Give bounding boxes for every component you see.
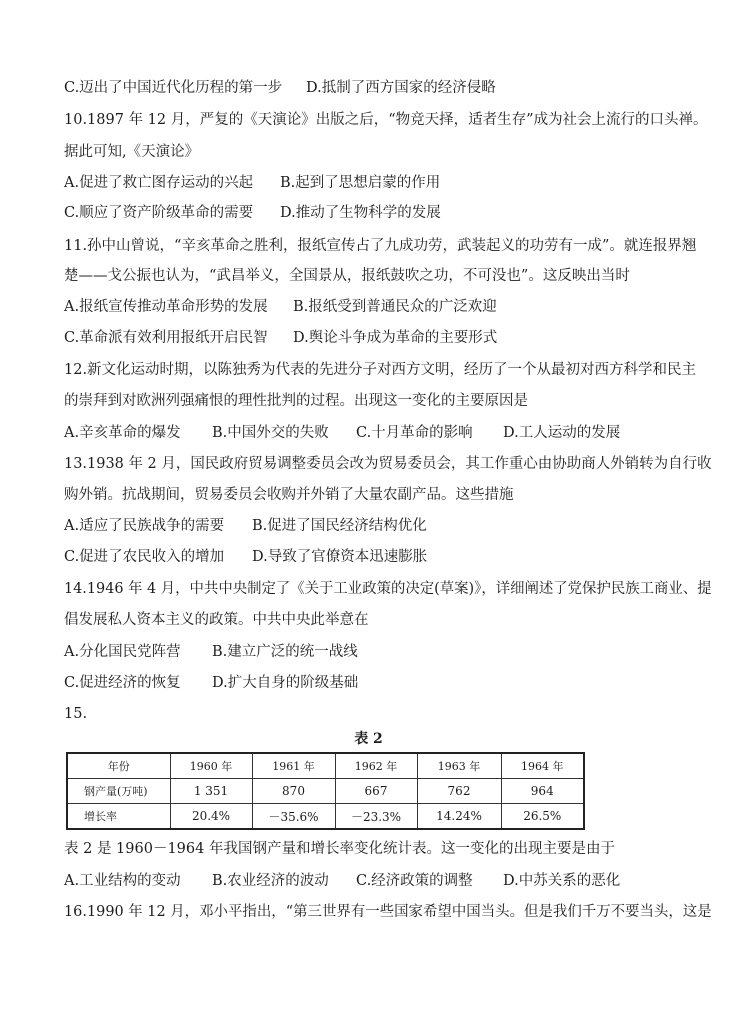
- option-10a: A.促进了救亡图存运动的兴起: [64, 175, 254, 191]
- table-cell: 1 351: [170, 779, 252, 804]
- question-15-stem: 表 2 是 1960－1964 年我国钢产量和增长率变化统计表。这一变化的出现主要是由于: [64, 841, 615, 857]
- table-header-cell: 1960 年: [170, 753, 252, 779]
- option-11c: C.革命派有效利用报纸开启民智: [64, 330, 268, 346]
- option-11b: B.报纸受到普通民众的广泛欢迎: [293, 299, 497, 315]
- option-15b: B.农业经济的波动: [212, 873, 329, 889]
- option-15a: A.工业结构的变动: [64, 873, 181, 889]
- question-11-stem-line1: 11.孙中山曾说，“辛亥革命之胜利，报纸宣传占了九成功劳，武装起义的功劳有一成”。就连报界翘: [64, 238, 697, 254]
- question-13-stem-line1: 13.1938 年 2 月，国民政府贸易调整委员会改为贸易委员会，其工作重心由协助商人外销转为自行收: [64, 456, 712, 472]
- option-14c: C.促进经济的恢复: [64, 675, 181, 691]
- option-12b: B.中国外交的失败: [212, 425, 329, 441]
- table-cell: －23.3%: [335, 804, 417, 830]
- table-cell: 964: [501, 779, 584, 804]
- option-15d: D.中苏关系的恶化: [503, 873, 621, 889]
- question-10-stem-line1: 10.1897 年 12 月，严复的《天演论》出版之后，“物竞天择，适者生存”成为社会上流行的口头禅。: [64, 112, 708, 128]
- option-12d: D.工人运动的发展: [503, 425, 621, 441]
- table-cell: －35.6%: [252, 804, 335, 830]
- table-cell: 26.5%: [501, 804, 584, 830]
- table-cell: 762: [417, 779, 501, 804]
- option-9d: D.抵制了西方国家的经济侵略: [306, 80, 496, 96]
- table-row-header: 增长率: [67, 804, 170, 830]
- table-cell: 20.4%: [170, 804, 252, 830]
- option-9c: C.迈出了中国近代化历程的第一步: [64, 80, 283, 96]
- table-header-row: [67, 753, 584, 779]
- option-10b: B.起到了思想启蒙的作用: [280, 175, 441, 191]
- option-13a: A.适应了民族战争的需要: [64, 518, 225, 534]
- question-16-stem-line1: 16.1990 年 12 月，邓小平指出，“第三世界有一些国家希望中国当头。但是我们千万不要当头，这是: [64, 904, 712, 920]
- table-cell: 870: [252, 779, 335, 804]
- question-12-stem-line2: 的崇拜到对欧洲列强痛恨的理性批判的过程。出现这一变化的主要原因是: [64, 393, 528, 409]
- option-13c: C.促进了农民收入的增加: [64, 549, 225, 565]
- option-14b: B.建立广泛的统一战线: [212, 644, 358, 660]
- table-header-cell: 1961 年: [252, 753, 335, 779]
- option-13d: D.导致了官僚资本迅速膨胀: [252, 549, 428, 565]
- option-14a: A.分化国民党阵营: [64, 644, 181, 660]
- option-11a: A.报纸宣传推动革命形势的发展: [64, 299, 268, 315]
- table-header-cell: 1962 年: [335, 753, 417, 779]
- table-row: [67, 779, 584, 804]
- question-13-stem-line2: 购外销。抗战期间，贸易委员会收购并外销了大量农副产品。这些措施: [64, 487, 514, 503]
- question-14-stem-line1: 14.1946 年 4 月，中共中央制定了《关于工业政策的决定(草案)》，详细阐述了党保护民族工商业、提: [64, 581, 712, 597]
- table-row: [67, 804, 584, 830]
- option-10c: C.顺应了资产阶级革命的需要: [64, 205, 254, 221]
- option-11d: D.舆论斗争成为革命的主要形式: [293, 330, 498, 346]
- option-15c: C.经济政策的调整: [356, 873, 473, 889]
- table-cell: 667: [335, 779, 417, 804]
- table-header-cell: 1963 年: [417, 753, 501, 779]
- table-row-header: 钢产量(万吨): [67, 779, 170, 804]
- option-14d: D.扩大自身的阶级基础: [212, 675, 359, 691]
- question-15-number: 15.: [64, 706, 88, 722]
- table-title: 表 2: [354, 731, 383, 747]
- question-12-stem-line1: 12.新文化运动时期，以陈独秀为代表的先进分子对西方文明，经历了一个从最初对西方科学和民主: [64, 362, 697, 378]
- question-11-stem-line2: 楚——戈公振也认为，“武昌举义，全国景从，报纸鼓吹之功，不可没也”。这反映出当时: [64, 268, 630, 284]
- table-header-cell: 1964 年: [501, 753, 584, 779]
- table-header-cell: 年份: [67, 753, 170, 779]
- option-12c: C.十月革命的影响: [356, 425, 473, 441]
- table-cell: 14.24%: [417, 804, 501, 830]
- option-13b: B.促进了国民经济结构优化: [252, 518, 427, 534]
- option-10d: D.推动了生物科学的发展: [280, 205, 441, 221]
- option-12a: A.辛亥革命的爆发: [64, 425, 181, 441]
- question-14-stem-line2: 倡发展私人资本主义的政策。中共中央此举意在: [64, 612, 369, 628]
- question-10-stem-line2: 据此可知,《天演论》: [64, 144, 200, 160]
- steel-output-table: [66, 752, 585, 830]
